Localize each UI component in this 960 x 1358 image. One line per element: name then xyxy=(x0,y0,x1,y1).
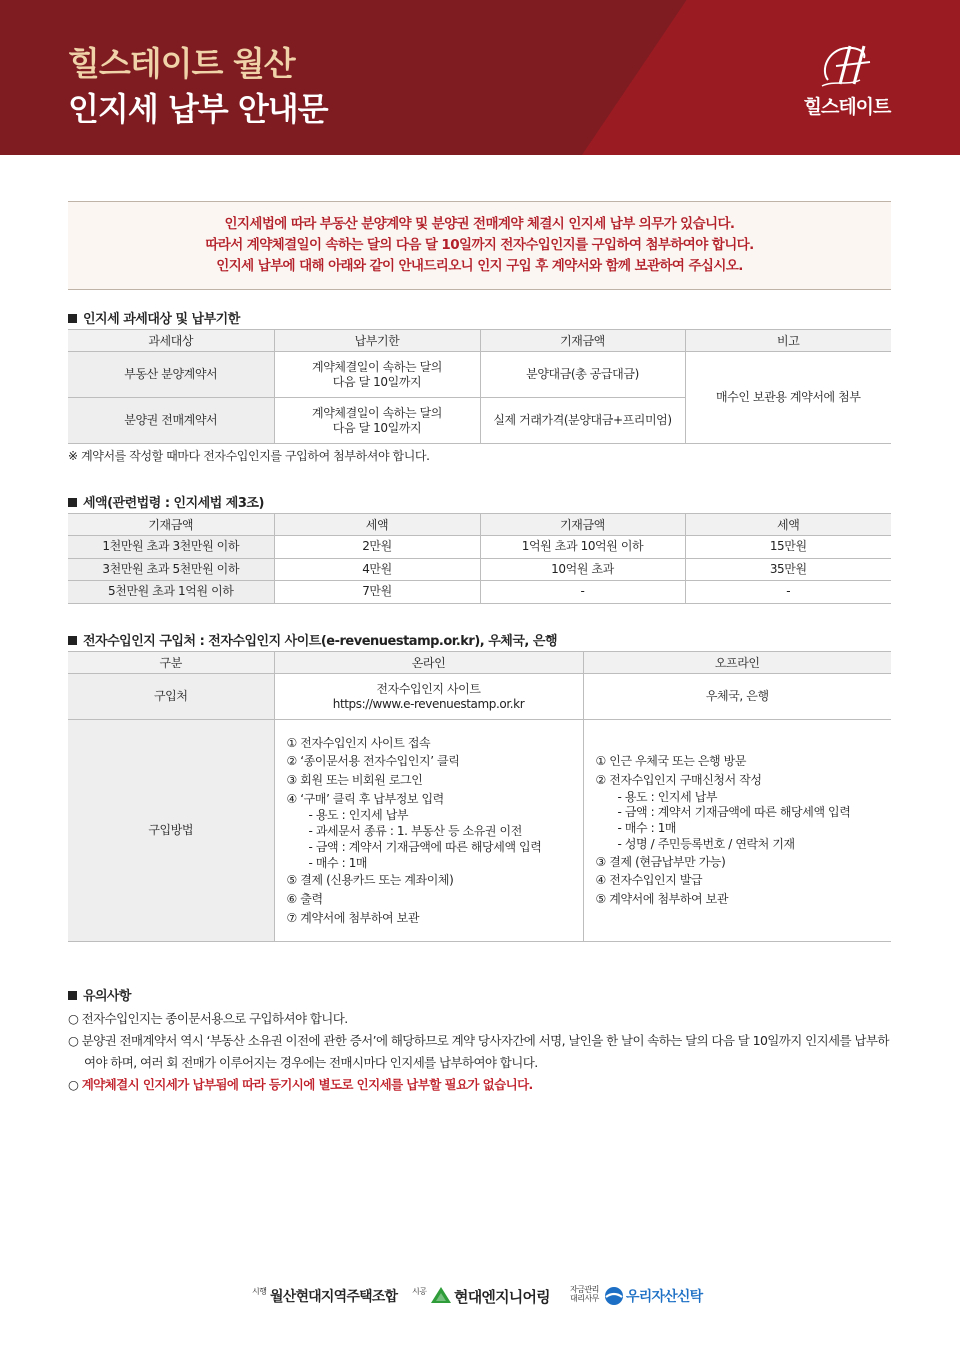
hillstate-logo xyxy=(792,40,902,120)
logo-mark-text: H xyxy=(846,88,848,89)
table-note: ※ 계약서를 작성할 때마다 전자수입인지를 구입하여 첨부하셔야 합니다. xyxy=(68,449,430,463)
step: ⑦ 계약서에 첨부하여 보관 xyxy=(286,910,420,925)
deadline-line: 다음 달 10일까지 xyxy=(332,420,422,435)
amount-range-cell: 3천만원 초과 5천만원 이하 xyxy=(68,558,274,581)
trust-label xyxy=(570,1285,599,1303)
header-complex-name: 힐스테이트 월산 xyxy=(68,44,295,83)
step: ④ ‘구매’ 클릭 후 납부정보 입력 xyxy=(286,791,444,806)
tax-amount-table xyxy=(68,513,891,604)
col-header: 오프라인 xyxy=(583,652,891,674)
trust-label-line: 대리사무 xyxy=(570,1294,599,1303)
step: ② ‘종이문서용 전자수입인지’ 클릭 xyxy=(286,754,460,769)
sub-step: - 매수 : 1매 xyxy=(617,821,677,836)
deadline-line: 다음 달 10일까지 xyxy=(332,374,422,389)
caution-item: ○ 전자수입인지는 종이문서용으로 구입하셔야 합니다. xyxy=(68,1011,348,1026)
section3-title xyxy=(68,630,557,649)
step: ③ 결제 (현금납부만 가능) xyxy=(595,854,726,869)
table-header-row xyxy=(68,652,891,674)
woori-logo-icon xyxy=(604,1286,624,1306)
col-header: 세액 xyxy=(685,514,891,536)
square-bullet-icon xyxy=(68,991,77,1000)
builder-label: 시공 xyxy=(412,1287,427,1296)
offline-steps-cell xyxy=(583,720,891,942)
col-header: 납부기한 xyxy=(274,330,480,352)
executor-label: 시행 xyxy=(252,1287,267,1296)
footer-sponsors xyxy=(0,1283,960,1313)
table-row xyxy=(68,674,891,720)
amount-range-cell: - xyxy=(480,581,685,604)
table-header-row xyxy=(68,514,891,536)
caution-bullet: ○ xyxy=(68,1077,82,1092)
amount-cell: 실제 거래가격(분양대금+프리미엄) xyxy=(480,398,685,444)
online-steps-cell xyxy=(274,720,583,942)
section3-title-text: 전자수입인지 구입처 : 전자수입인지 사이트(e-revenuestamp.or.kr), 우체국, 은행 xyxy=(83,634,558,649)
purchase-table xyxy=(68,651,891,942)
amount-range-cell: 10억원 초과 xyxy=(480,558,685,581)
logo-text: 힐스테이트 xyxy=(803,96,891,118)
notice-line-3: 인지세 납부에 대해 아래와 같이 안내드리오니 인지 구입 후 계약서와 함께 보관하여 주십시오. xyxy=(216,258,743,274)
caution-item xyxy=(68,1074,898,1096)
square-bullet-icon xyxy=(68,636,77,645)
notice-line-2: 따라서 계약체결일이 속하는 달의 다음 달 10일까지 전자수입인지를 구입하여 첨부하여야 합니다. xyxy=(205,237,754,253)
section2-title-text: 세액(관련법령 : 인지세법 제3조) xyxy=(83,496,264,511)
table-header-row xyxy=(68,330,891,352)
row-label-cell: 구입처 xyxy=(68,674,274,720)
tax-cell: 2만원 xyxy=(274,536,480,559)
sub-step: - 금액 : 계약서 기재금액에 따른 해당세액 입력 xyxy=(617,805,851,820)
sub-step: - 금액 : 계약서 기재금액에 따른 해당세액 입력 xyxy=(308,839,542,854)
col-header: 세액 xyxy=(274,514,480,536)
sub-step: - 성명 / 주민등록번호 / 연락처 기재 xyxy=(617,836,795,851)
tax-cell: 15만원 xyxy=(685,536,891,559)
sub-step: - 매수 : 1매 xyxy=(308,855,368,870)
deadline-cell xyxy=(274,398,480,444)
sub-step: - 용도 : 인지세 납부 xyxy=(308,808,409,823)
col-header: 비고 xyxy=(685,330,891,352)
col-header: 구분 xyxy=(68,652,274,674)
sub-step: - 과세문서 종류 : 1. 부동산 등 소유권 이전 xyxy=(308,824,522,839)
notice-box xyxy=(68,201,891,290)
table-row xyxy=(68,536,891,559)
col-header: 기재금액 xyxy=(68,514,274,536)
tax-target-table xyxy=(68,329,891,444)
target-cell: 부동산 분양계약서 xyxy=(68,352,274,398)
tax-cell: 7만원 xyxy=(274,581,480,604)
trust-name: 우리자산신탁 xyxy=(626,1289,703,1305)
col-header: 온라인 xyxy=(274,652,583,674)
step: ⑤ 계약서에 첨부하여 보관 xyxy=(595,891,729,906)
table-row xyxy=(68,720,891,942)
hec-triangle-icon xyxy=(430,1286,452,1304)
builder-name: 현대엔지니어링 xyxy=(454,1288,550,1306)
online-site-url: https://www.e-revenuestamp.or.kr xyxy=(332,696,525,711)
section2-title xyxy=(68,492,264,511)
trust-label-line: 자금관리 xyxy=(570,1285,599,1294)
target-cell: 분양권 전매계약서 xyxy=(68,398,274,444)
col-header: 과세대상 xyxy=(68,330,274,352)
square-bullet-icon xyxy=(68,314,77,323)
amount-range-cell: 1천만원 초과 3천만원 이하 xyxy=(68,536,274,559)
amount-range-cell: 1억원 초과 10억원 이하 xyxy=(480,536,685,559)
notice-line-1: 인지세법에 따라 부동산 분양계약 및 분양권 전매계약 체결시 인지세 납부 의무가 있습니다. xyxy=(224,216,735,232)
page-title: 인지세 납부 안내문 xyxy=(68,90,328,128)
online-site-cell xyxy=(274,674,583,720)
deadline-cell xyxy=(274,352,480,398)
step: ① 인근 우체국 또는 은행 방문 xyxy=(595,754,747,769)
step: ① 전자수입인지 사이트 접속 xyxy=(286,735,431,750)
step: ④ 전자수입인지 발급 xyxy=(595,873,703,888)
table-row xyxy=(68,558,891,581)
table-row xyxy=(68,352,891,398)
executor-name: 월산현대지역주택조합 xyxy=(270,1289,398,1305)
col-header: 기재금액 xyxy=(480,330,685,352)
step: ② 전자수입인지 구매신청서 작성 xyxy=(595,773,762,788)
offline-place-cell: 우체국, 은행 xyxy=(583,674,891,720)
caution-item: ○ 분양권 전매계약서 역시 ‘부동산 소유권 이전에 관한 증서’에 해당하므로 계약 당사자간에 서명, 날인을 한 날이 속하는 달의 다음 달 10일까지 인지세를 납부하여야 하며, 여러 회 전매가 이루어지는 경우에는 전매시마다 인지세를 납부하여야 합니다. xyxy=(68,1033,889,1070)
step: ③ 회원 또는 비회원 로그인 xyxy=(286,773,423,788)
header-banner xyxy=(0,0,960,155)
caution-title xyxy=(68,986,898,1008)
sub-step: - 용도 : 인지세 납부 xyxy=(617,789,718,804)
remark-cell: 매수인 보관용 계약서에 첨부 xyxy=(685,352,891,444)
table-row xyxy=(68,581,891,604)
section1-title-text: 인지세 과세대상 및 납부기한 xyxy=(83,312,240,327)
tax-cell: 35만원 xyxy=(685,558,891,581)
row-label-cell: 구입방법 xyxy=(68,720,274,942)
col-header: 기재금액 xyxy=(480,514,685,536)
deadline-line: 계약체결일이 속하는 달의 xyxy=(312,359,442,374)
caution-section xyxy=(68,986,898,1096)
tax-cell: - xyxy=(685,581,891,604)
online-site-name: 전자수입인지 사이트 xyxy=(376,681,481,696)
caution-title-text: 유의사항 xyxy=(83,989,131,1004)
section1-title xyxy=(68,308,240,327)
amount-range-cell: 5천만원 초과 1억원 이하 xyxy=(68,581,274,604)
hillstate-h-icon xyxy=(814,40,880,90)
step: ⑤ 결제 (신용카드 또는 계좌이체) xyxy=(286,873,454,888)
amount-cell: 분양대금(총 공급대금) xyxy=(480,352,685,398)
step: ⑥ 출력 xyxy=(286,891,323,906)
tax-cell: 4만원 xyxy=(274,558,480,581)
square-bullet-icon xyxy=(68,498,77,507)
deadline-line: 계약체결일이 속하는 달의 xyxy=(312,405,442,420)
caution-highlight: 계약체결시 인지세가 납부됨에 따라 등기시에 별도로 인지세를 납부할 필요가 없습니다. xyxy=(81,1077,533,1092)
